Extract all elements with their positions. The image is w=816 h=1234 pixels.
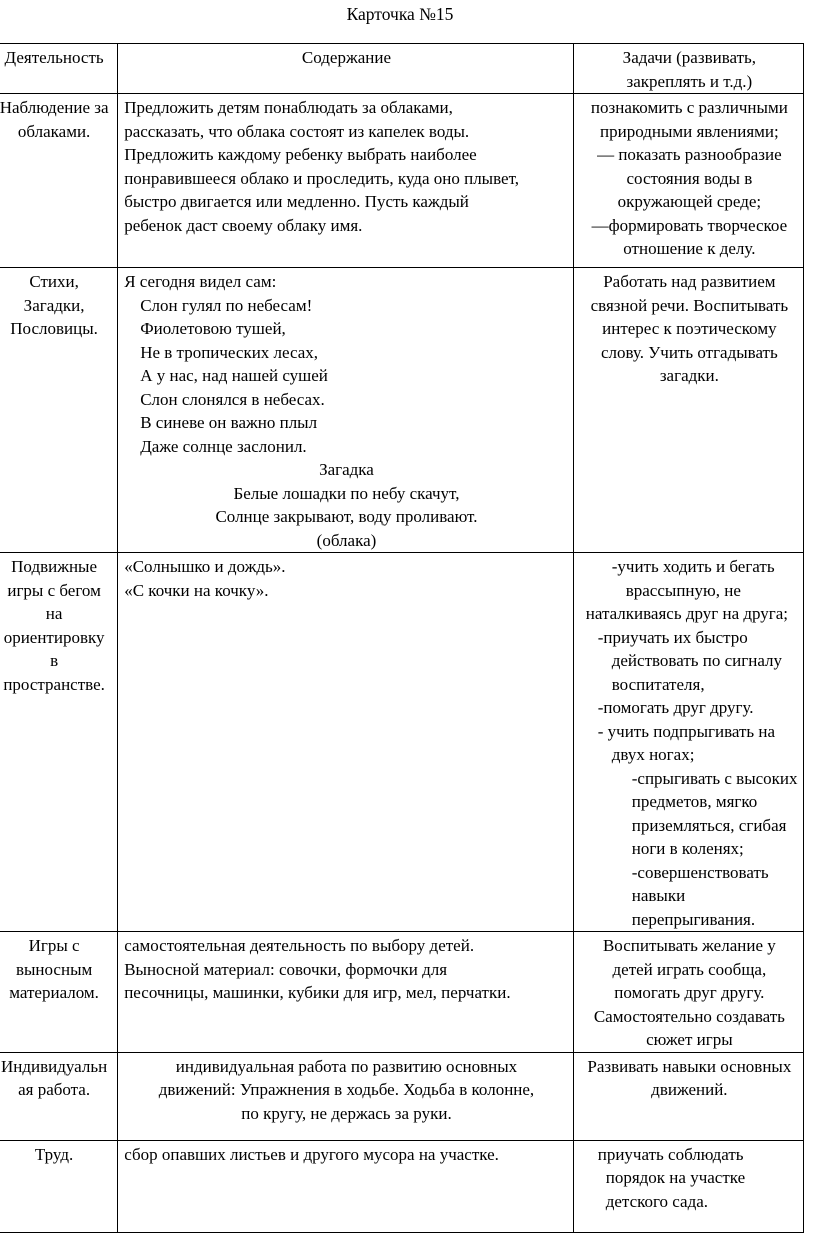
poem-line: Я сегодня видел сам: (124, 272, 277, 291)
tasks-line: врассыпную, не (625, 580, 741, 600)
content-line: движений: Упражнения в ходьбе. Ходьба в колонне, (158, 1080, 535, 1099)
riddle-answer: (облака) (316, 530, 377, 550)
table-row (0, 553, 804, 932)
tasks-line: Работать над развитием (603, 272, 776, 291)
activity-line: Труд. (34, 1144, 74, 1164)
riddle-title: Загадка (319, 460, 374, 479)
activity-line: игры с бегом (7, 580, 101, 600)
tasks-cell (573, 1052, 803, 1140)
tasks-line: познакомить с различными (590, 98, 788, 117)
poem-line: А у нас, над нашей сушей (140, 366, 328, 385)
tasks-line: природными явлениями; (600, 121, 779, 141)
content-line: ребенок даст своему облаку имя. (124, 215, 363, 235)
tasks-cell (573, 553, 803, 932)
riddle-line: Солнце закрывают, воду проливают. (215, 507, 478, 526)
tasks-line: приучать соблюдать (597, 1144, 744, 1164)
content-line: Выносной материал: совочки, формочки для (124, 959, 448, 979)
tasks-line: сюжет игры (646, 1030, 733, 1049)
header-tasks-line: Задачи (развивать, (622, 48, 757, 67)
tasks-line: предметов, мягко (631, 792, 758, 811)
card-title: Карточка №15 (346, 4, 454, 24)
activity-cell (0, 1052, 118, 1140)
tasks-line: перепрыгивания. (631, 909, 756, 929)
header-activity: Деятельность (0, 44, 118, 94)
tasks-line: навыки (631, 886, 686, 905)
content-line: Предложить детям понаблюдать за облаками, (124, 98, 453, 117)
activity-line: Пословицы. (10, 319, 98, 338)
content-line: индивидуальная работа по развитию основных (175, 1056, 518, 1076)
activity-cell (0, 1140, 118, 1232)
tasks-line: ноги в коленях; (631, 839, 744, 858)
tasks-line: загадки. (659, 366, 719, 385)
tasks-line: детского сада. (605, 1191, 709, 1211)
poem-line: Фиолетовою тушей, (140, 319, 286, 338)
content-line: рассказать, что облака состоят из капелек воды. (124, 121, 470, 141)
tasks-line: - учить подпрыгивать на (597, 721, 776, 741)
table-row (0, 268, 804, 553)
tasks-line: приземляться, сгибая (631, 815, 787, 835)
content-cell (118, 268, 574, 553)
tasks-cell (573, 94, 803, 268)
tasks-line: интерес к поэтическому (602, 319, 777, 338)
content-cell (118, 1052, 574, 1140)
tasks-line: порядок на участке (605, 1168, 746, 1187)
content-line: сбор опавших листьев и другого мусора на участке. (124, 1144, 499, 1164)
content-cell (118, 553, 574, 932)
tasks-line: -помогать друг другу. (597, 698, 754, 717)
poem-line: Слон гулял по небесам! (140, 295, 313, 315)
tasks-line: отношение к делу. (623, 239, 756, 258)
tasks-line: наталкиваясь друг на друга; (585, 604, 789, 623)
poem-line: Слон слонялся в небесах. (140, 389, 325, 409)
tasks-line: состояния воды в (626, 168, 753, 188)
tasks-line: -приучать их быстро (597, 627, 748, 647)
tasks-line: действовать по сигналу (611, 651, 782, 670)
content-cell (118, 932, 574, 1053)
tasks-line: детей играть сообща, (612, 959, 767, 979)
activity-cell (0, 268, 118, 553)
activity-line: на (45, 604, 63, 623)
header-content: Содержание (118, 44, 574, 94)
activity-line: Игры с (28, 936, 80, 955)
table-row (0, 94, 804, 268)
content-line: «С кочки на кочку». (124, 580, 269, 600)
poem-line: Не в тропических лесах, (140, 342, 319, 362)
activity-cell (0, 94, 118, 268)
activity-cell (0, 553, 118, 932)
activity-line: выносным (15, 959, 93, 979)
content-cell (118, 94, 574, 268)
header-tasks-line: закреплять и т.д.) (626, 71, 753, 91)
activity-line: Стихи, (29, 272, 79, 291)
table-row (0, 1052, 804, 1140)
tasks-line: -учить ходить и бегать (611, 557, 775, 576)
tasks-line: Самостоятельно создавать (593, 1006, 785, 1026)
tasks-line: помогать друг другу. (614, 983, 765, 1002)
activity-line: Индивидуальн (1, 1056, 108, 1076)
activity-line: пространстве. (3, 674, 105, 694)
table-row (0, 932, 804, 1053)
activity-line: Наблюдение за (0, 98, 109, 117)
table-row (0, 1140, 804, 1232)
riddle-line: Белые лошадки по небу скачут, (233, 483, 460, 503)
tasks-line: двух ногах; (611, 745, 695, 764)
tasks-line: -спрыгивать с высоких (631, 768, 798, 788)
content-line: понравившееся облако и проследить, куда оно плывет, (124, 168, 519, 188)
activity-line: материалом. (9, 983, 99, 1002)
tasks-line: Воспитывать желание у (602, 936, 776, 955)
tasks-line: Развивать навыки основных (587, 1056, 792, 1076)
poem-line: Даже солнце заслонил. (140, 436, 307, 456)
activity-line: облаками. (17, 121, 91, 141)
content-line: «Солнышко и дождь». (124, 557, 286, 576)
tasks-line: -совершенствовать (631, 862, 769, 882)
tasks-cell (573, 932, 803, 1053)
content-cell (118, 1140, 574, 1232)
content-line: быстро двигается или медленно. Пусть каждый (124, 192, 469, 211)
activity-line: ориентировку (3, 627, 105, 647)
tasks-line: окружающей среде; (617, 192, 762, 211)
tasks-line: слову. Учить отгадывать (600, 342, 778, 362)
content-line: по кругу, не держась за руки. (241, 1103, 452, 1123)
header-row (0, 44, 804, 94)
tasks-cell (573, 1140, 803, 1232)
content-line: песочницы, машинки, кубики для игр, мел, перчатки. (124, 983, 511, 1002)
activity-line: в (50, 651, 59, 670)
content-line: Предложить каждому ребенку выбрать наиболее (124, 145, 477, 164)
tasks-line: —формировать творческое (591, 215, 788, 235)
poem-line: В синеве он важно плыл (140, 413, 318, 432)
content-line: самостоятельная деятельность по выбору детей. (124, 936, 475, 955)
activity-cell (0, 932, 118, 1053)
activity-line: Загадки, (23, 295, 85, 315)
activity-line: Подвижные (11, 557, 98, 576)
header-tasks (573, 44, 803, 94)
tasks-line: связной речи. Воспитывать (590, 295, 789, 315)
activity-line: ая работа. (18, 1080, 91, 1099)
tasks-line: — показать разнообразие (597, 145, 782, 164)
tasks-cell (573, 268, 803, 553)
tasks-line: воспитателя, (611, 674, 705, 694)
tasks-line: движений. (651, 1080, 728, 1099)
activity-table (0, 43, 804, 1233)
